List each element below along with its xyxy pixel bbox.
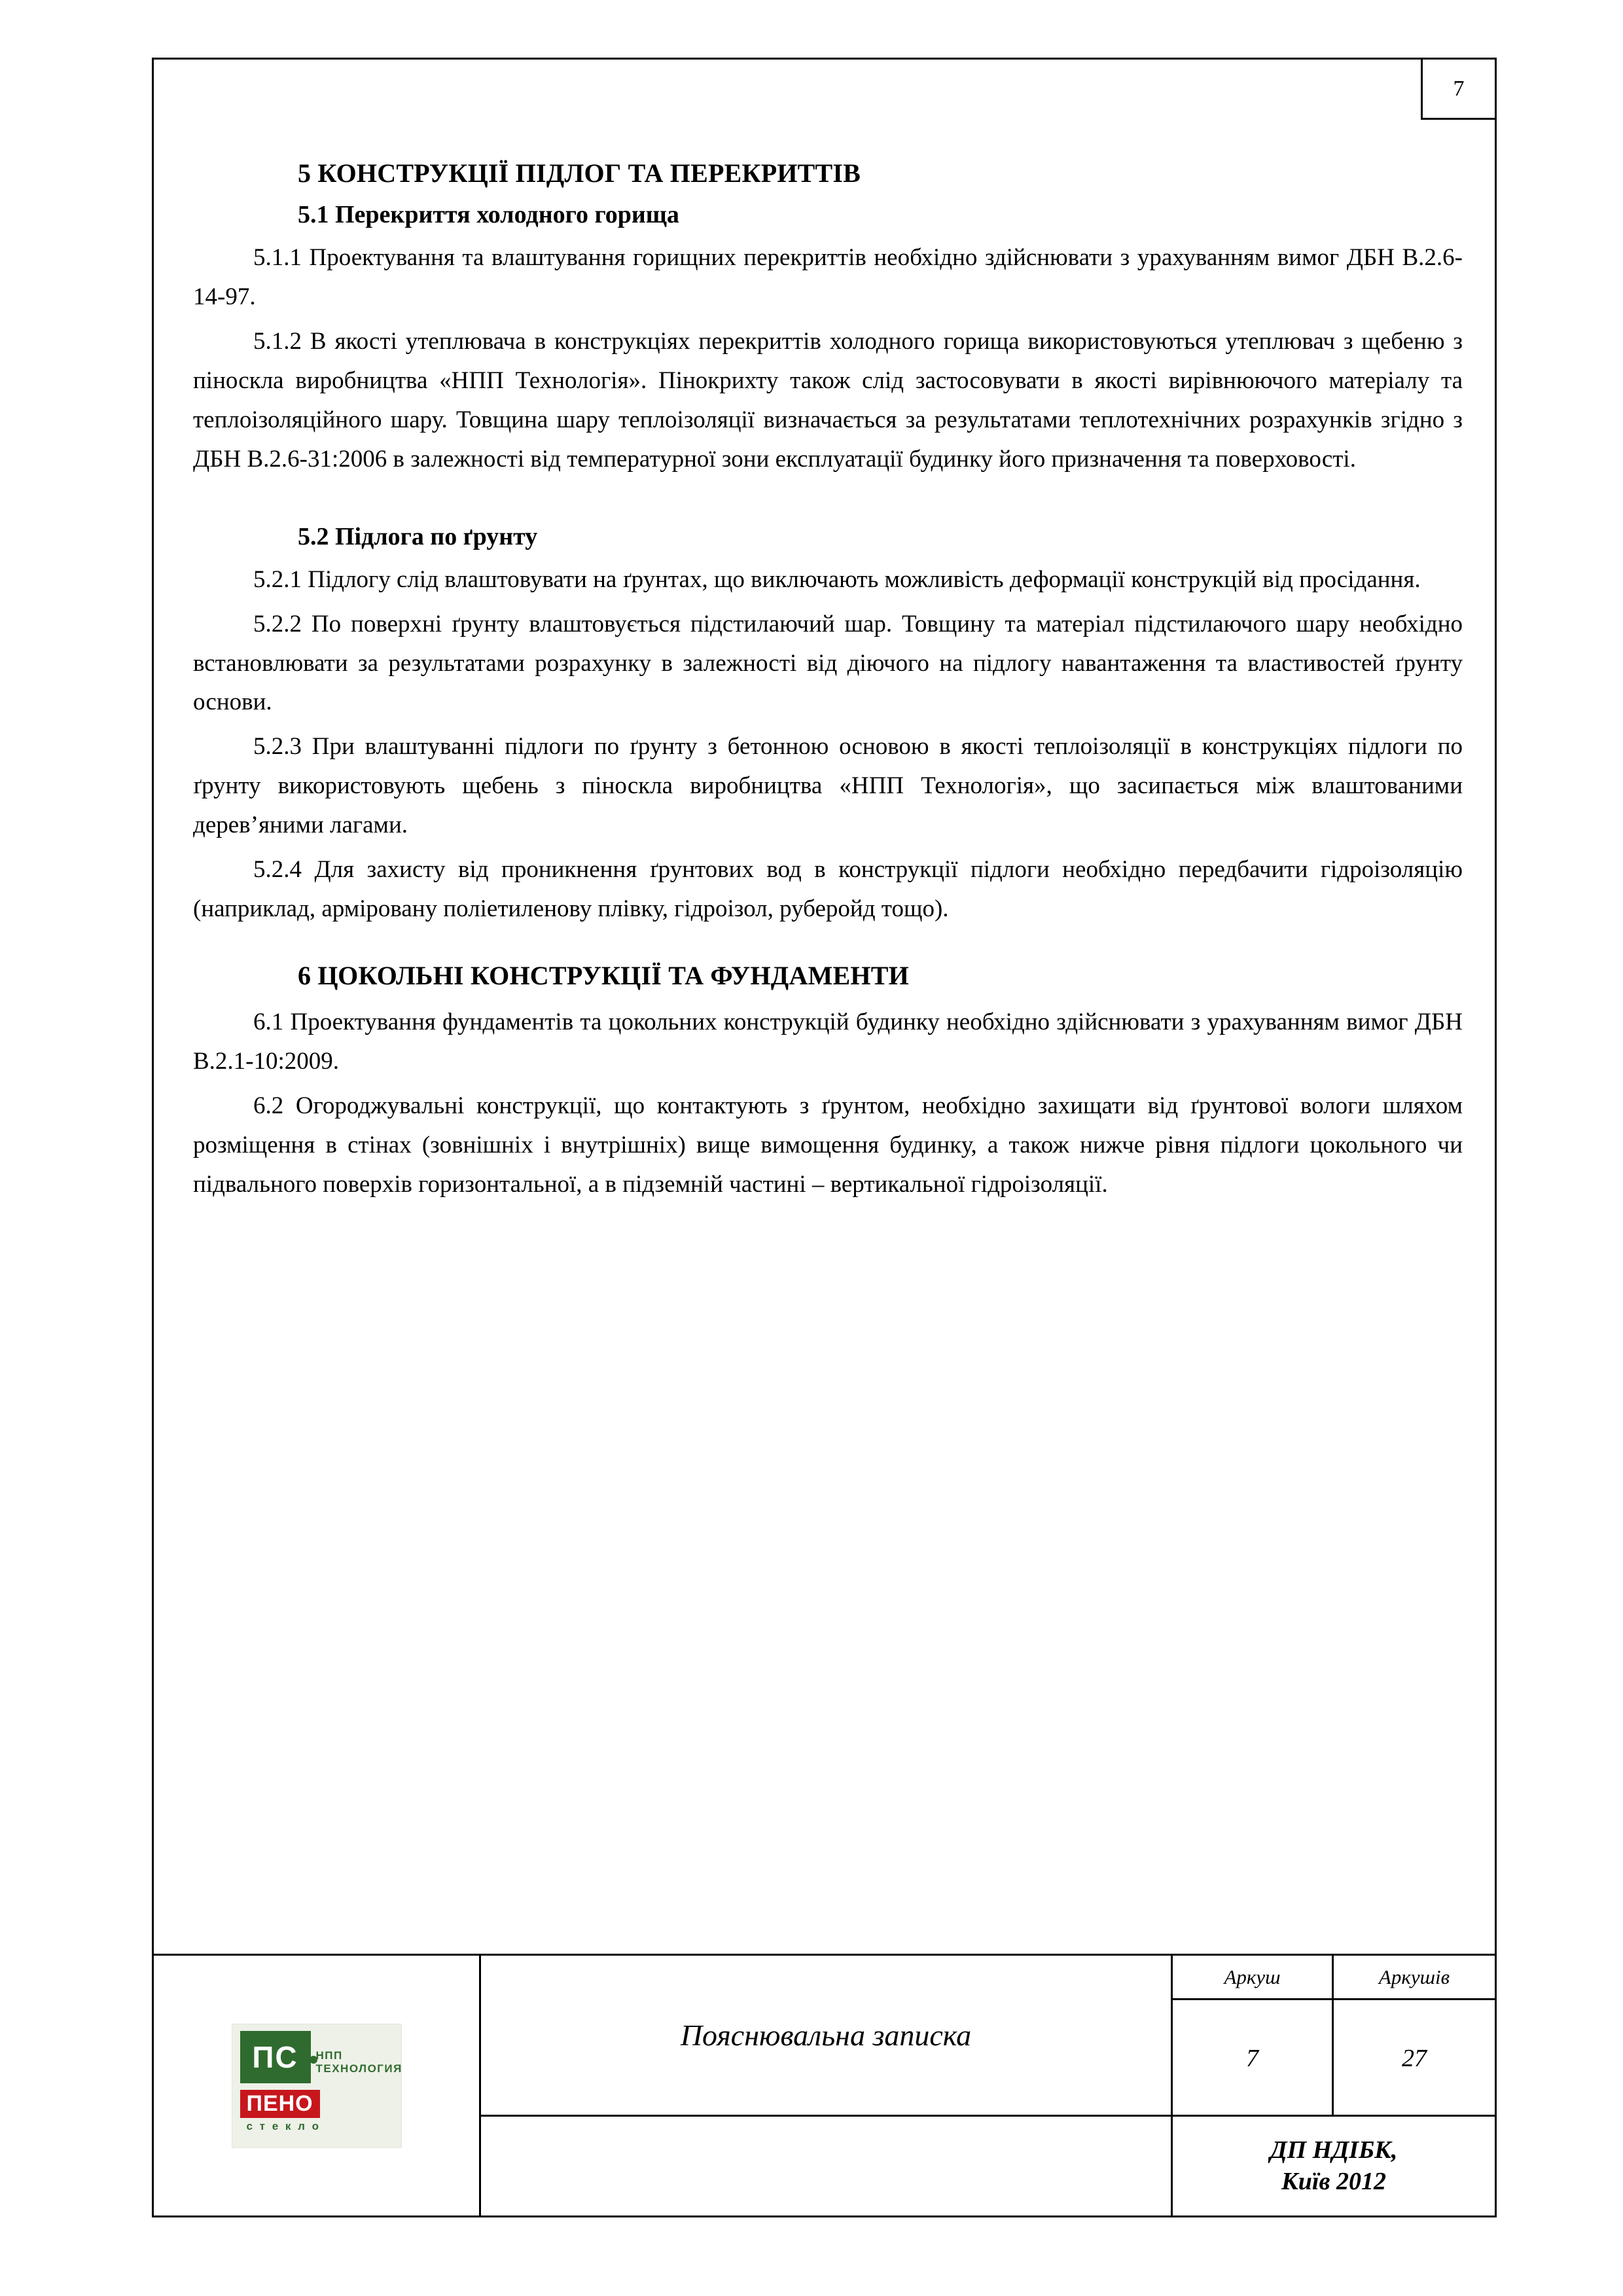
sheet-header: Аркуш: [1173, 1956, 1334, 2000]
logo-mark: ПС: [240, 2031, 311, 2083]
sheet-value: 7: [1173, 2000, 1334, 2117]
organization-line-2: Київ 2012: [1281, 2167, 1386, 2195]
document-title-cell: [481, 1956, 1173, 2117]
sheet-count-cell: [1173, 1956, 1495, 2117]
subsection-heading-5-1: 5.1 Перекриття холодного горища: [298, 201, 679, 228]
sheets-header: Аркушів: [1334, 1956, 1495, 2000]
logo-company-name: НПП ТЕХНОЛОГИЯ: [315, 2049, 402, 2075]
page-frame: [152, 58, 1497, 2217]
organization-line-1: ДП НДІБК,: [1270, 2136, 1398, 2164]
paragraph-6-1: 6.1 Проектування фундаментів та цокольних конструкцій будинку необхідно здійснювати з урахуванням вимог ДБН В.2.1-10:2009.: [193, 1009, 1463, 1075]
paragraph-5-2-1: 5.2.1 Підлогу слід влаштовувати на ґрунтах, що виключають можливість деформації конструкцій від просідання.: [253, 565, 1421, 593]
document-title-empty-cell: [481, 2117, 1173, 2215]
organization-cell: [1173, 2117, 1495, 2215]
paragraph-6-2: 6.2 Огороджувальні конструкції, що контактують з ґрунтом, необхідно захищати від ґрунтової вологи шляхом розміщення в стінах (зовнішніх і внутрішніх) вище вимощення будинку, а також нижче рівня підлоги цокольного чи підвального поверхів горизонтальної, а в підземній частині – вертикальної гідроізоляції.: [193, 1092, 1463, 1198]
page-number-box: [1421, 60, 1495, 120]
section-heading-6: 6 ЦОКОЛЬНІ КОНСТРУКЦІЇ ТА ФУНДАМЕНТИ: [298, 961, 909, 991]
page-number: 7: [1453, 76, 1465, 101]
spacer: [193, 484, 1463, 522]
document-title: Пояснювальна записка: [680, 2018, 972, 2052]
paragraph-5-1-2: 5.1.2 В якості утеплювача в конструкціях перекриттів холодного горища використовуються утеплювач з щебеню з піноскла виробництва «НПП Технологія». Пінокрихту також слід застосовувати в якості вирівнюючого матеріалу та теплоізоляційного шару. Товщина шару теплоізоляції визначається за результатами теплотехнічних розрахунків згідно з ДБН В.2.6-31:2006 в залежності від температурної зони експлуатації будинку його призначення та поверховості.: [193, 327, 1463, 473]
logo-brand-sub: с т е к л о: [246, 2119, 321, 2132]
company-logo: [232, 2024, 402, 2148]
paragraph-5-1-1: 5.1.1 Проектування та влаштування горищних перекриттів необхідно здійснювати з урахуванням вимог ДБН В.2.6-14-97.: [193, 244, 1463, 310]
document-content: [193, 158, 1463, 1210]
paragraph-5-2-3: 5.2.3 При влаштуванні підлоги по ґрунту з бетонною основою в якості теплоізоляції в конструкціях підлоги по ґрунту використовують щебень з піноскла виробництва «НПП Технологія», що засипається між влаштованими дерев’яними лагами.: [193, 733, 1463, 839]
logo-brand: ПЕНО: [240, 2090, 320, 2118]
title-block: [154, 1954, 1495, 2215]
paragraph-5-2-2: 5.2.2 По поверхні ґрунту влаштовується підстилаючий шар. Товщину та матеріал підстилаючого шару необхідно встановлювати за результатами розрахунку в залежності від діючого на підлогу навантаження та властивостей ґрунту основи.: [193, 610, 1463, 716]
subsection-heading-5-2: 5.2 Підлога по ґрунту: [298, 522, 538, 550]
paragraph-5-2-4: 5.2.4 Для захисту від проникнення ґрунтових вод в конструкції підлоги необхідно передбачити гідроізоляцію (наприклад, арміровану поліетиленову плівку, гідроізол, руберойд тощо).: [193, 856, 1463, 923]
logo-cell: [154, 1956, 481, 2215]
section-heading-5: 5 КОНСТРУКЦІЇ ПІДЛОГ ТА ПЕРЕКРИТТІВ: [298, 158, 861, 188]
sheets-value: 27: [1402, 2045, 1427, 2072]
spacer: [193, 934, 1463, 960]
